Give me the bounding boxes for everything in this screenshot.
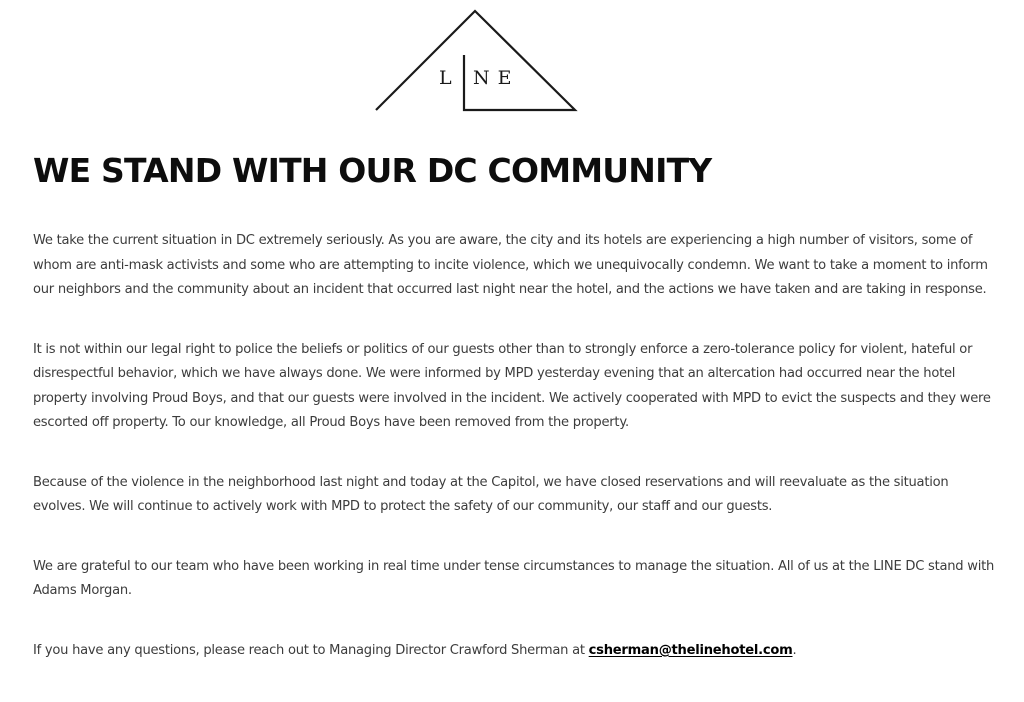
statement-body	[33, 229, 1001, 663]
logo-letter-l: L	[439, 67, 453, 89]
paragraph-situation: We take the current situation in DC extremely seriously. As you are aware, the city and its hotels are experiencing a high number of visitors, some of whom are anti-mask activists and some who are attempting to incite violence, which we unequivocally condemn. We want to take a moment to inform our neighbors and the community about an incident that occurred last night near the hotel, and the actions we have taken and are taking in response.	[33, 233, 988, 297]
paragraph-gratitude: We are grateful to our team who have been working in real time under tense circumstances to manage the situation. All of us at the LINE DC stand with Adams Morgan.	[33, 558, 995, 598]
contact-email-link[interactable]: csherman@thelinehotel.com	[588, 642, 793, 658]
paragraph-contact	[33, 639, 1001, 664]
page-headline: WE STAND WITH OUR DC COMMUNITY	[33, 151, 712, 190]
contact-lead-text: If you have any questions, please reach out to Managing Director Crawford Sherman at	[33, 642, 589, 658]
paragraph-incident: It is not within our legal right to police the beliefs or politics of our guests other than to strongly enforce a zero-tolerance policy for violent, hateful or disrespectful behavior, which we have always done. We were informed by MPD yesterday evening that an altercation had occurred near the hotel property involving Proud Boys, and that our guests were involved in the incident. We actively cooperated with MPD to evict the suspects and they were escorted off property. To our knowledge, all Proud Boys have been removed from the property.	[33, 341, 991, 430]
line-hotel-logo	[374, 9, 578, 113]
triangle-logo-icon	[374, 9, 578, 113]
logo-letters-ne: N E	[473, 67, 513, 89]
contact-tail-text: .	[792, 642, 797, 658]
paragraph-reservations: Because of the violence in the neighborhood last night and today at the Capitol, we have closed reservations and will reevaluate as the situation evolves. We will continue to actively work with MPD to protect the safety of our community, our staff and our guests.	[33, 474, 949, 514]
